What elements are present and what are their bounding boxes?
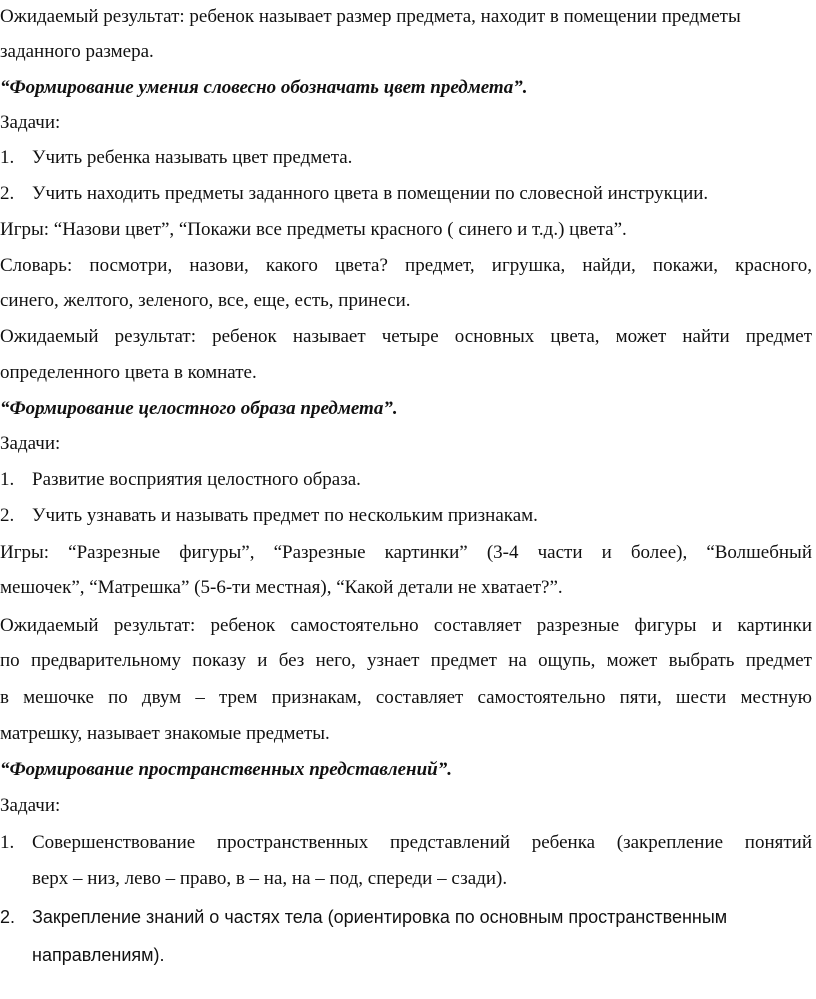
result-image-line1: Ожидаемый результат: ребенок самостоятельно составляет разрезные фигуры и картинки	[0, 615, 812, 636]
list-number: 1.	[0, 469, 15, 490]
list-text: Учить ребенка называть цвет предмета.	[32, 147, 353, 168]
result-image-line2: по предварительному показу и без него, узнает предмет на ощупь, может выбрать предмет	[0, 650, 812, 671]
list-text: Совершенствование пространственных представлений ребенка (закрепление понятий	[32, 832, 812, 853]
games-color: Игры: “Назови цвет”, “Покажи все предметы красного ( синего и т.д.) цвета”.	[0, 219, 627, 240]
list-text: Учить находить предметы заданного цвета в помещении по словесной инструкции.	[32, 183, 709, 204]
games-image-line2: мешочек”, “Матрешка” (5-6-ти местная), “Какой детали не хватает?”.	[0, 577, 563, 598]
result-color-line2: определенного цвета в комнате.	[0, 362, 257, 383]
result-color-line1: Ожидаемый результат: ребенок называет четыре основных цвета, может найти предмет	[0, 326, 812, 347]
tasks-label: Задачи:	[0, 795, 61, 816]
list-text: верх – низ, лево – право, в – на, на – под, спереди – сзади).	[32, 868, 508, 889]
list-number: 1.	[0, 832, 15, 853]
list-text: Развитие восприятия целостного образа.	[32, 469, 361, 490]
list-number: 2.	[0, 183, 15, 204]
section-heading-color: “Формирование умения словесно обозначать цвет предмета”.	[0, 77, 528, 98]
list-number: 2.	[0, 505, 15, 526]
section-heading-image: “Формирование целостного образа предмета”.	[0, 398, 398, 419]
list-text: направлениям).	[32, 945, 165, 965]
games-image-line1: Игры: “Разрезные фигуры”, “Разрезные картинки” (3-4 части и более), “Волшебный	[0, 542, 812, 563]
result-image-line4: матрешку, называет знакомые предметы.	[0, 723, 330, 744]
paragraph-result-size-line1: Ожидаемый результат: ребенок называет размер предмета, находит в помещении предметы	[0, 6, 741, 27]
list-text: Учить узнавать и называть предмет по нескольким признакам.	[32, 505, 538, 526]
tasks-label: Задачи:	[0, 433, 61, 454]
paragraph-result-size-line2: заданного размера.	[0, 41, 154, 62]
section-heading-space: “Формирование пространственных представлений”.	[0, 759, 452, 780]
list-number: 1.	[0, 147, 15, 168]
list-text: Закрепление знаний о частях тела (ориентировка по основным пространственным	[32, 907, 728, 927]
list-number: 2.	[0, 907, 16, 927]
vocabulary-line1: Словарь: посмотри, назови, какого цвета? предмет, игрушка, найди, покажи, красного,	[0, 255, 812, 276]
result-image-line3: в мешочке по двум – трем признакам, составляет самостоятельно пяти, шести местную	[0, 687, 812, 708]
vocabulary-line2: синего, желтого, зеленого, все, еще, есть, принеси.	[0, 290, 411, 311]
tasks-label: Задачи:	[0, 112, 61, 133]
